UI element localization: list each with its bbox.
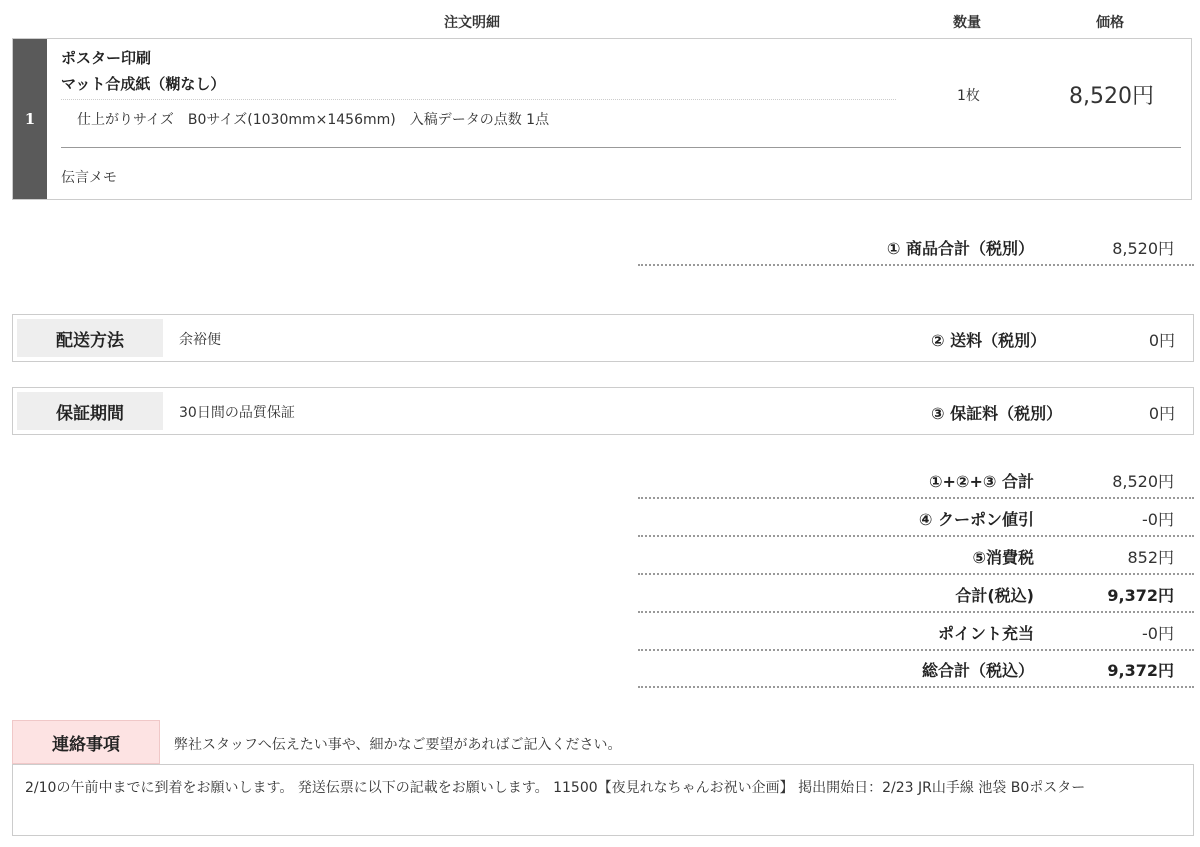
- points-label: ポイント充当: [937, 624, 1034, 643]
- contact-tag: 連絡事項: [12, 720, 160, 764]
- divider: [61, 99, 896, 100]
- grand-total-label: 総合計（税込）: [921, 661, 1034, 680]
- order-item: [12, 38, 1192, 200]
- grand-total-value: 9,372円: [1107, 661, 1174, 680]
- totals-row: [638, 613, 1194, 651]
- order-item-number: 1: [13, 39, 47, 199]
- coupon-value: -0円: [1142, 510, 1174, 529]
- shipping-fee-label: ② 送料（税別）: [931, 331, 1047, 350]
- total-incl-tax-value: 9,372円: [1107, 586, 1174, 605]
- divider: [61, 147, 1181, 148]
- warranty-fee-value: 0円: [1148, 404, 1175, 423]
- contact-textarea[interactable]: [12, 764, 1194, 836]
- warranty-box: [12, 387, 1194, 435]
- tax-value: 852円: [1127, 548, 1174, 567]
- warranty-tag: 保証期間: [17, 392, 163, 430]
- product-quantity: 1枚: [957, 88, 980, 104]
- quantity-header: 数量: [953, 15, 981, 31]
- totals-row: [638, 575, 1194, 613]
- contact-text: 2/10の午前中までに到着をお願いします。 発送伝票に以下の記載をお願いします。 11500【夜見れなちゃんお祝い企画】 掲出開始日：2/23 JR山手線 池袋 B0ポスター: [25, 780, 1086, 796]
- shipping-method-tag: 配送方法: [17, 319, 163, 357]
- product-subtitle: マット合成紙（糊なし）: [61, 75, 226, 93]
- shipping-method-box: [12, 314, 1194, 362]
- total-incl-tax-label: 合計(税込): [955, 586, 1034, 605]
- totals-row: [638, 650, 1194, 688]
- subtotal-row: [638, 228, 1194, 266]
- total-value: 8,520円: [1112, 472, 1174, 491]
- totals-row: [638, 499, 1194, 537]
- product-title: ポスター印刷: [61, 49, 152, 67]
- totals-row: [638, 461, 1194, 499]
- tax-label: ⑤消費税: [972, 548, 1034, 567]
- shipping-fee-value: 0円: [1148, 331, 1175, 350]
- totals-row: [638, 537, 1194, 575]
- subtotal-label: ① 商品合計（税別）: [886, 239, 1034, 258]
- warranty-fee-label: ③ 保証料（税別）: [931, 404, 1063, 423]
- order-detail-header: 注文明細: [444, 15, 500, 31]
- price-header: 価格: [1096, 15, 1124, 31]
- contact-header: [12, 720, 1194, 764]
- memo-label: 伝言メモ: [61, 170, 117, 186]
- product-detail: 仕上がりサイズ B0サイズ(1030mm×1456mm) 入稿データの点数 1点: [77, 112, 550, 128]
- product-price: 8,520円: [1069, 84, 1154, 109]
- shipping-method-value: 余裕便: [179, 332, 221, 348]
- subtotal-value: 8,520円: [1112, 239, 1174, 258]
- contact-hint: 弊社スタッフへ伝えたい事や、細かなご要望があればご記入ください。: [174, 737, 622, 753]
- points-value: -0円: [1142, 624, 1174, 643]
- coupon-label: ④ クーポン値引: [918, 510, 1034, 529]
- warranty-value: 30日間の品質保証: [179, 405, 295, 421]
- total-label: ①+②+③ 合計: [928, 472, 1034, 491]
